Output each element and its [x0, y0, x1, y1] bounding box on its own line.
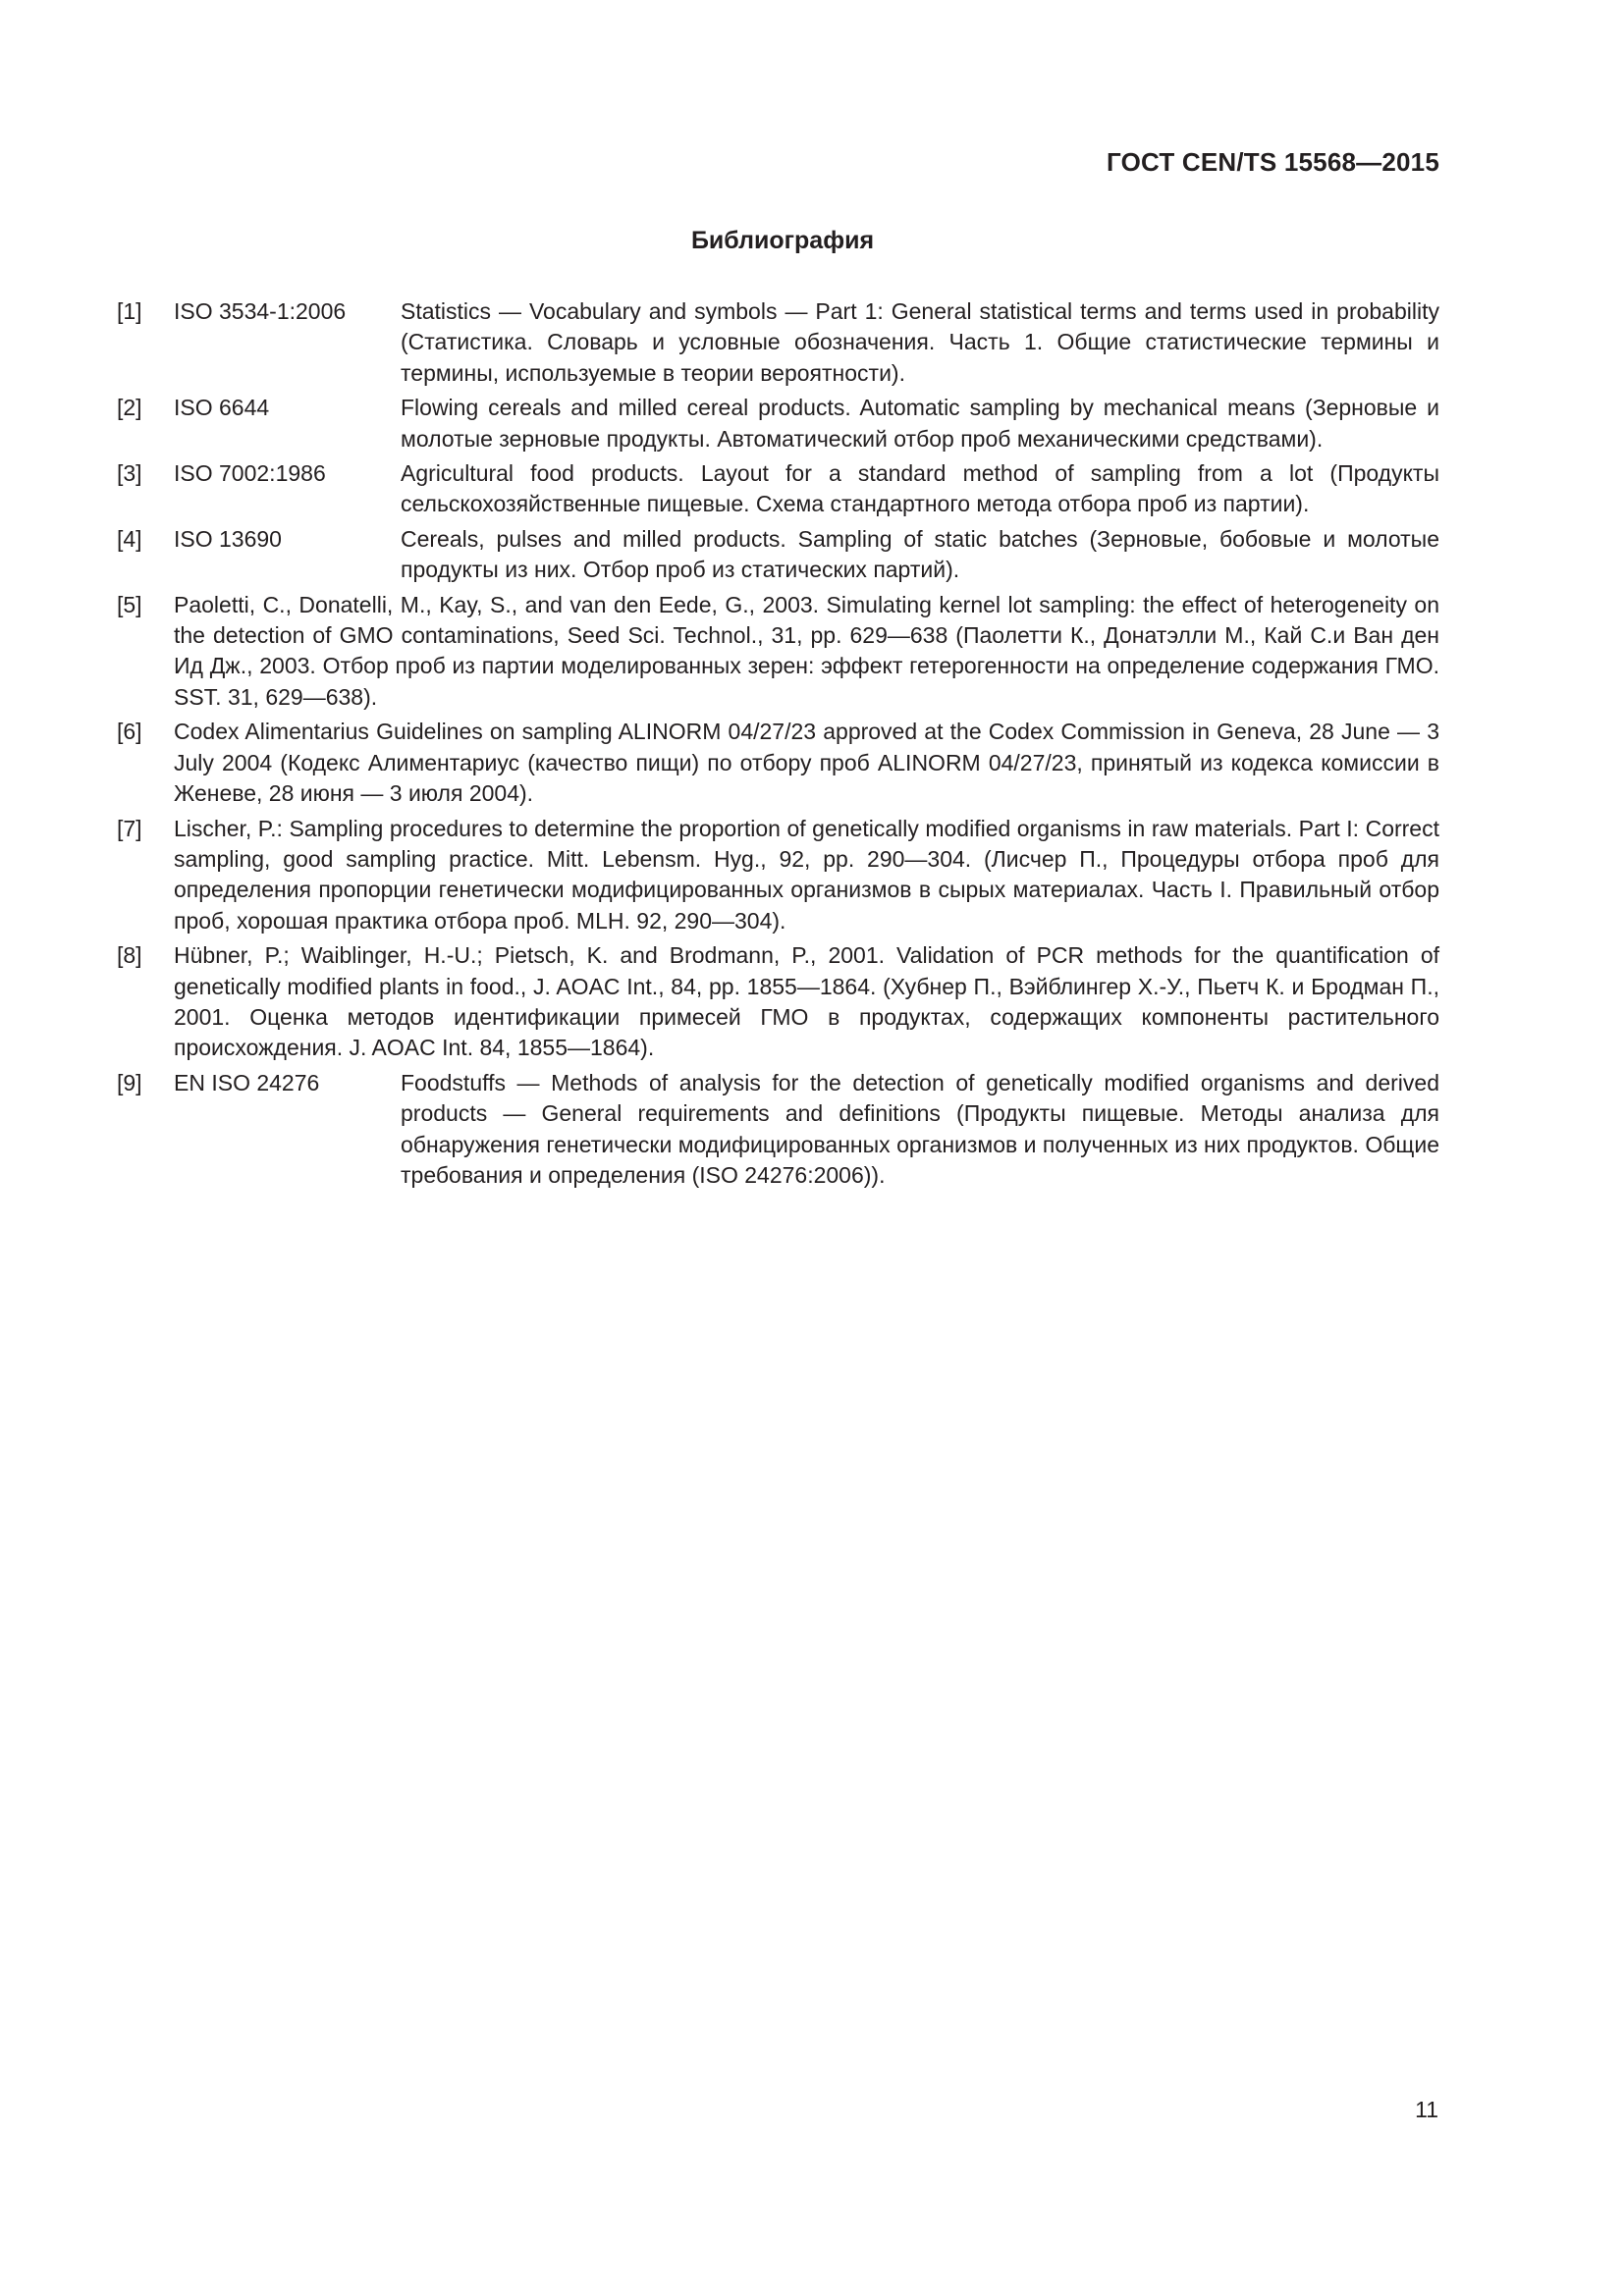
entry-text: Hübner, P.; Waiblinger, H.-U.; Pietsch, K. and Brodmann, P., 2001. Validation of PCR methods for the quantification of genetically modified plants in food., J. AOAC Int., 84, pp. 1855—1864. (Хубнер П., Вэйблингер Х.-У., Пьетч К. и Бродман П., 2001. Оценка методов идентификации примесей ГМО в продуктах, содержащих компоненты растительного происхождения. J. AOAC Int. 84, 1855—1864). [174, 942, 1439, 1061]
entry-number: [2] [117, 395, 142, 421]
page-number: 11 [1415, 2097, 1438, 2122]
entry-number: [5] [117, 591, 142, 617]
entry-number: [1] [117, 298, 142, 324]
bibliography-entry-6 [117, 717, 1439, 809]
bibliography-entry-5 [117, 590, 1439, 714]
entry-code: ISO 3534-1:2006 [174, 298, 347, 324]
entry-text: Flowing cereals and milled cereal products. Automatic sampling by mechanical means (Зерновые и молотые зерновые продукты. Автоматический отбор проб механическими средствами). [401, 395, 1439, 452]
entry-text: Foodstuffs — Methods of analysis for the detection of genetically modified organisms and derived products — General requirements and definitions (Продукты пищевые. Методы анализа для обнаружения генетически модифицированных организмов и полученных из них продуктов. Общие требования и определения (ISO 24276:2006)). [401, 1069, 1439, 1188]
bibliography-entry-1 [117, 296, 1439, 389]
section-title: Библиография [690, 227, 875, 254]
bibliography-entry-4 [117, 524, 1439, 586]
entry-number: [6] [117, 719, 142, 745]
bibliography-entry-3 [117, 458, 1439, 520]
entry-text: Statistics — Vocabulary and symbols — Part 1: General statistical terms and terms used in probability (Статистика. Словарь и условные обозначения. Часть 1. Общие статистические термины и термины, используемые в теории вероятности). [401, 298, 1439, 386]
bibliography-entry-7 [117, 814, 1439, 937]
bibliography-list [117, 296, 1439, 1195]
entry-number: [7] [117, 815, 142, 841]
entry-text: Agricultural food products. Layout for a standard method of sampling from a lot (Продукты сельскохозяйственные пищевые. Схема стандартного метода отбора проб из партии). [401, 460, 1439, 517]
entry-code: ISO 6644 [174, 395, 270, 421]
bibliography-entry-2 [117, 393, 1439, 454]
entry-text: Lischer, P.: Sampling procedures to determine the proportion of genetically modified organisms in raw materials. Part I: Correct sampling, good sampling practice. Mitt. Lebensm. Hyg., 92, pp. 290—304. (Лисчер П., Процедуры отбора проб для определения пропорции генетически модифицированных организмов в сырых материалах. Часть I. Правильный отбор проб, хорошая практика отбора проб. MLH. 92, 290—304). [174, 815, 1439, 934]
entry-text: Codex Alimentarius Guidelines on sampling ALINORM 04/27/23 approved at the Codex Commission in Geneva, 28 June — 3 July 2004 (Кодекс Алиментариус (качество пищи) по отбору проб ALINORM 04/27/23, принятый из кодекса комиссии в Женеве, 28 июня — 3 июля 2004). [174, 719, 1439, 807]
entry-text: Cereals, pulses and milled products. Sampling of static batches (Зерновые, бобовые и молотые продукты из них. Отбор проб из статических партий). [401, 525, 1439, 583]
entry-text: Paoletti, C., Donatelli, M., Kay, S., and van den Eede, G., 2003. Simulating kernel lot sampling: the effect of heterogeneity on the detection of GMO contaminations, Seed Sci. Technol., 31, pp. 629—638 (Паолетти К., Донатэлли М., Кай С.и Ван ден Ид Дж., 2003. Отбор проб из партии моделированных зерен: эффект гетерогенности на определение содержания ГМО. SST. 31, 629—638). [174, 591, 1439, 710]
bibliography-entry-8 [117, 940, 1439, 1064]
entry-code: EN ISO 24276 [174, 1069, 320, 1095]
entry-number: [8] [117, 942, 142, 969]
entry-number: [3] [117, 460, 142, 487]
bibliography-entry-9 [117, 1068, 1439, 1192]
entry-code: ISO 13690 [174, 525, 282, 552]
entry-number: [9] [117, 1069, 142, 1095]
entry-code: ISO 7002:1986 [174, 460, 326, 487]
entry-number: [4] [117, 525, 142, 552]
standard-code-header: ГОСТ CEN/TS 15568—2015 [1107, 147, 1439, 177]
